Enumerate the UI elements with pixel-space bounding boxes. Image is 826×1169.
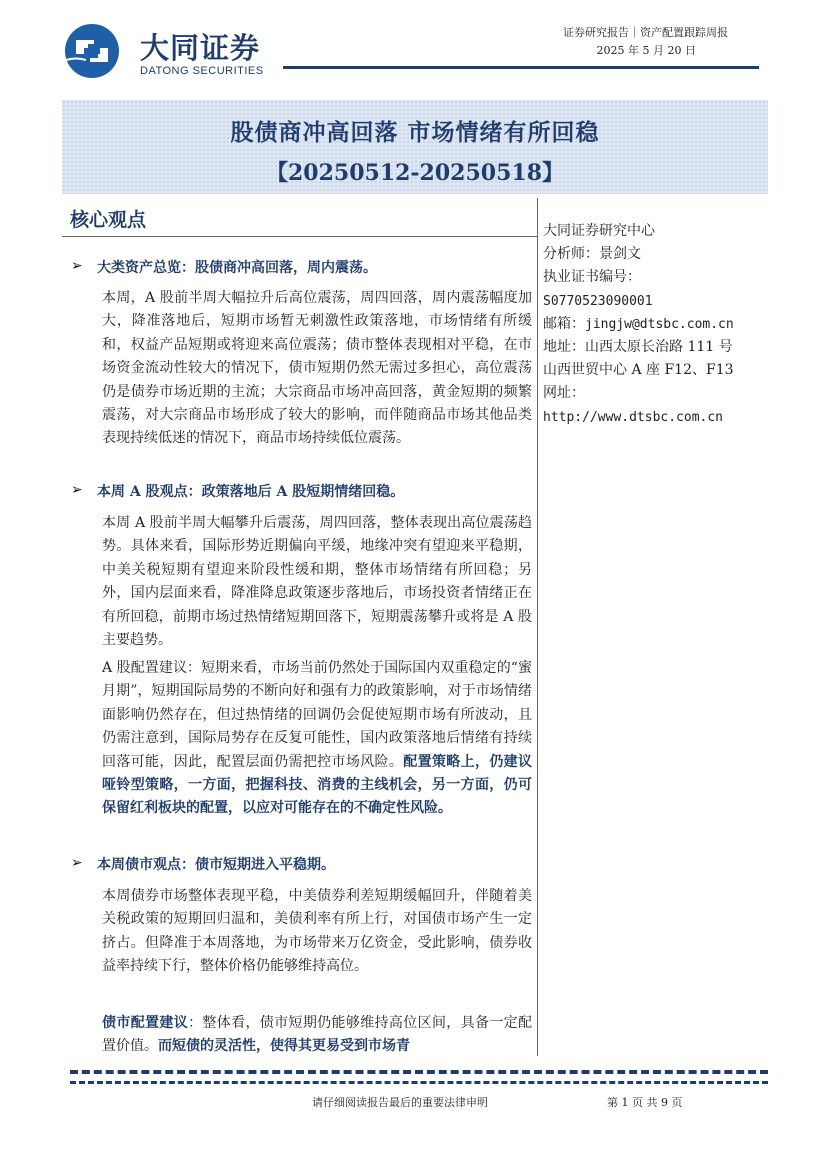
point-paragraph: 本周 A 股前半周大幅攀升后震荡，周四回落，整体表现出高位震荡趋势。具体来看，国际形势近期偏向平缓，地缘冲突有望迎来平稳期，中美关税短期有望迎来阶段性缓和期，整体市场情绪有所回稳；另外，国内层面来看，降准降息政策逐步落地后，市场投资者情绪正在有所回稳，前期市场过热情绪短期回落下，短期震荡攀升或将是 A 股主要趋势。 — [102, 515, 532, 649]
research-org: 大同证券研究中心 — [543, 223, 655, 239]
allocation-advice — [102, 1012, 532, 1059]
advice-strategy: 而短债的灵活性，使得其更易受到市场青 — [158, 1038, 410, 1055]
cert-number: S0770523090001 — [543, 293, 653, 309]
section-heading: 核心观点 — [70, 209, 147, 231]
report-title: 股债商冲高回落 市场情绪有所回稳 — [230, 119, 600, 146]
address-line-1: 地址：山西太原长治路 111 号 — [543, 339, 733, 356]
website-label: 网址： — [543, 385, 585, 402]
logo-wordmark-en: DATONG SECURITIES — [140, 65, 264, 77]
company-logo-icon — [62, 22, 126, 80]
bullet-arrow-icon: ➢ — [71, 258, 83, 274]
cert-label: 执业证书编号： — [543, 269, 641, 286]
email-row — [543, 313, 734, 336]
report-period: 【20250512-20250518】 — [265, 160, 565, 186]
email-link[interactable]: jingjw@dtsbc.com.cn — [585, 316, 734, 332]
report-date: 2025 年 5 月 20 日 — [596, 44, 696, 57]
header-rule — [283, 66, 759, 69]
point-heading: 本周债市观点：债市短期进入平稳期。 — [97, 857, 335, 873]
page-number: 第 1 页 共 9 页 — [607, 1096, 683, 1109]
analyst-name: 分析师：景剑文 — [543, 246, 641, 263]
point-paragraph: 本周，A 股前半周大幅拉升后高位震荡，周四回落，周内震荡幅度加大，降准落地后，短期市场暂无刺激性政策落地，市场情绪有所缓和，权益产品短期或将迎来高位震荡；债市整体表现相对平稳，在市场资金流动性较大的情况下，债市短期仍然无需过多担心，高位震荡仍是债券市场近期的主流；大宗商品市场冲高回落，黄金短期的频繁震荡，对大宗商品市场形成了较大的影响，而伴随商品市场其他品类表现持续低迷的情况下，商品市场持续低位震荡。 — [102, 290, 532, 447]
footer-rule — [70, 1081, 768, 1084]
website-link[interactable]: http://www.dtsbc.com.cn — [543, 409, 724, 425]
advice-text: ：整体看，债市短期仍能够维持高位区间，具备一定配置价值。 — [102, 1015, 533, 1055]
point-heading: 大类资产总览：股债商冲高回落，周内震荡。 — [97, 260, 377, 276]
column-divider — [537, 198, 538, 1056]
address-line-2: 山西世贸中心 A 座 F12、F13 — [543, 362, 734, 379]
report-type: 证券研究报告｜资产配置跟踪周报 — [563, 26, 728, 39]
bullet-arrow-icon: ➢ — [71, 855, 83, 871]
bullet-arrow-icon: ➢ — [71, 482, 83, 498]
advice-lead: 债市配置建议 — [102, 1015, 189, 1031]
point-paragraph: 本周债券市场整体表现平稳，中美债券利差短期缓幅回升，伴随着美关税政策的短期回归温和，美债利率有所上行，对国债市场产生一定挤占。但降准于本周落地，为市场带来万亿资金，受此影响，债券收益率持续下行，整体价格仍能够维持高位。 — [102, 888, 532, 975]
allocation-advice — [102, 657, 532, 821]
point-heading: 本周 A 股观点：政策落地后 A 股短期情绪回稳。 — [97, 484, 405, 500]
footer-disclaimer: 请仔细阅读报告最后的重要法律申明 — [312, 1096, 488, 1109]
section-rule — [62, 236, 537, 237]
advice-text: A 股配置建议：短期来看，市场当前仍然处于国际国内双重稳定的“蜜月期”，短期国际局势的不断向好和强有力的政策影响，对于市场情绪面影响仍然存在，但过热情绪的回调仍会促使短期市场有所波动，且仍需注意到，国际局势存在反复可能性，国内政策落地后情绪有持续回落可能，因此，配置层面仍需把控市场风险。 — [102, 660, 532, 770]
analyst-info — [543, 220, 734, 429]
advice-strategy: 配置策略上，仍建议哑铃型策略，一方面，把握科技、消费的主线机会，另一方面，仍可保留红利板块的配置，以应对可能存在的不确定性风险。 — [102, 753, 533, 817]
logo-wordmark-cn: 大同证券 — [140, 31, 261, 65]
footer-rule — [70, 1070, 768, 1074]
email-label: 邮箱： — [543, 315, 585, 332]
